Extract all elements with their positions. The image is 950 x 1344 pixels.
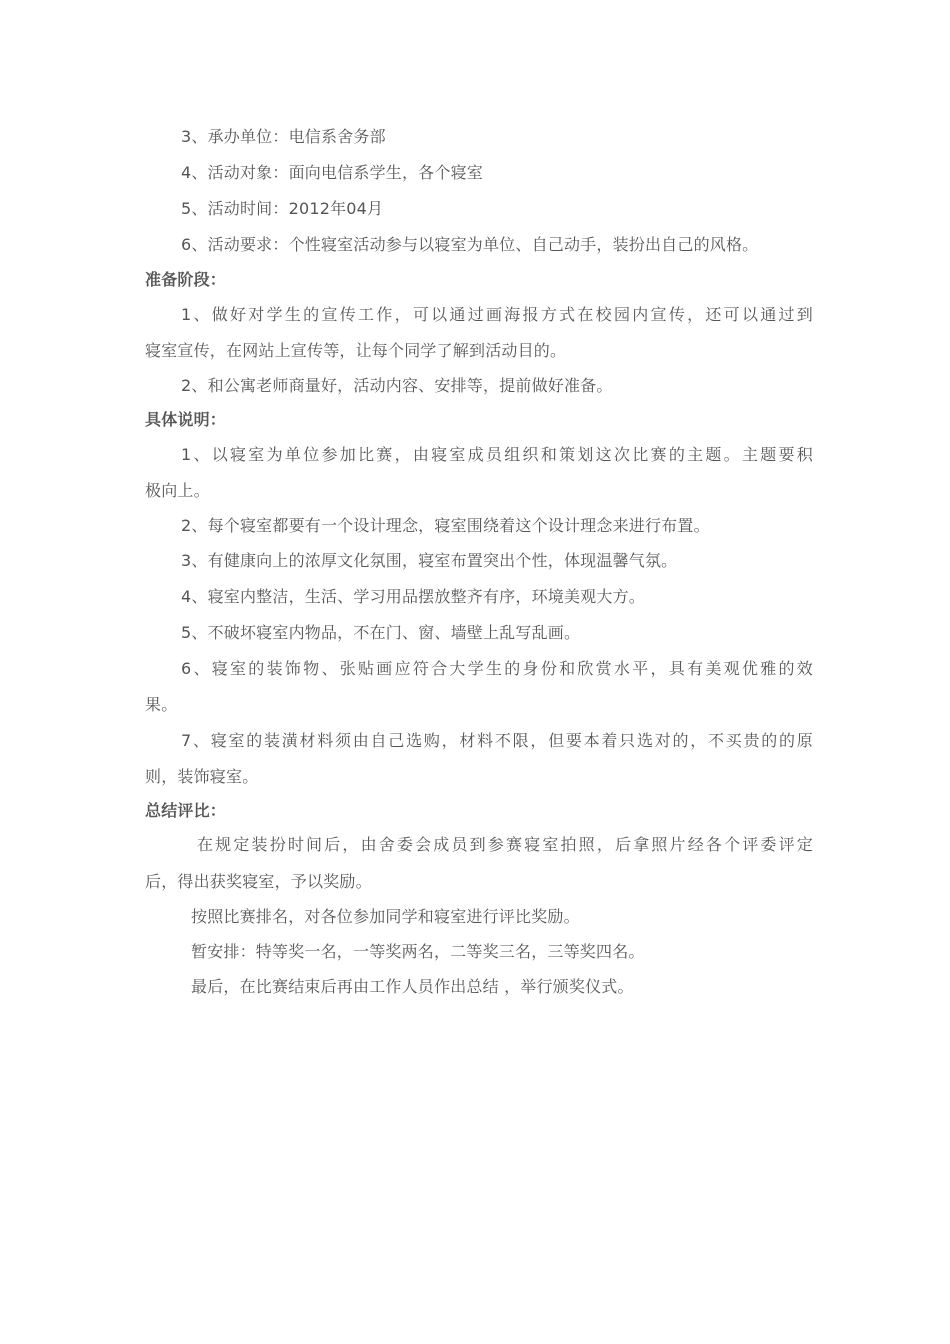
details-item-7-line-1: 7、寝室的装潢材料须由自己选购，材料不限，但要本着只选对的，不买贵的的原 — [181, 731, 813, 750]
details-item-2: 2、每个寝室都要有一个设计理念，寝室围绕着这个设计理念来进行布置。 — [181, 516, 710, 535]
details-item-6-line-2: 果。 — [145, 695, 178, 714]
details-item-1-line-2: 极向上。 — [145, 481, 210, 500]
intro-item-4: 4、活动对象：面向电信系学生，各个寝室 — [181, 163, 483, 182]
summary-para-3: 暂安排：特等奖一名，一等奖两名，二等奖三名，三等奖四名。 — [191, 942, 645, 961]
preparation-item-1-line-2: 寝室宣传，在网站上宣传等，让每个同学了解到活动目的。 — [145, 341, 567, 360]
details-item-7-line-2: 则，装饰寝室。 — [145, 767, 259, 786]
preparation-item-1-line-1: 1、做好对学生的宣传工作，可以通过画海报方式在校园内宣传，还可以通过到 — [181, 305, 813, 324]
summary-heading: 总结评比： — [145, 801, 227, 820]
details-item-3: 3、有健康向上的浓厚文化氛围，寝室布置突出个性，体现温馨气氛。 — [181, 551, 678, 570]
preparation-item-2: 2、和公寓老师商量好，活动内容、安排等，提前做好准备。 — [181, 376, 613, 395]
details-heading: 具体说明： — [145, 410, 227, 429]
intro-item-6: 6、活动要求：个性寝室活动参与以寝室为单位、自己动手，装扮出自己的风格。 — [181, 235, 759, 254]
details-item-4: 4、寝室内整洁，生活、学习用品摆放整齐有序，环境美观大方。 — [181, 587, 645, 606]
intro-item-3: 3、承办单位：电信系舍务部 — [181, 127, 386, 146]
summary-para-2: 按照比赛排名，对各位参加同学和寝室进行评比奖励。 — [191, 907, 580, 926]
details-item-6-line-1: 6、寝室的装饰物、张贴画应符合大学生的身份和欣赏水平，具有美观优雅的效 — [181, 659, 813, 678]
summary-para-4: 最后，在比赛结束后再由工作人员作出总结 ，举行颁奖仪式。 — [191, 977, 634, 996]
summary-para-1-line-1: 在规定装扮时间后，由舍委会成员到参赛寝室拍照，后拿照片经各个评委评定 — [197, 835, 813, 854]
intro-item-5: 5、活动时间：2012年04月 — [181, 199, 384, 218]
preparation-heading: 准备阶段： — [145, 270, 227, 289]
details-item-5: 5、不破坏寝室内物品，不在门、窗、墙壁上乱写乱画。 — [181, 623, 581, 642]
summary-para-1-line-2: 后，得出获奖寝室，予以奖励。 — [145, 872, 372, 891]
details-item-1-line-1: 1、以寝室为单位参加比赛，由寝室成员组织和策划这次比赛的主题。主题要积 — [181, 445, 813, 464]
